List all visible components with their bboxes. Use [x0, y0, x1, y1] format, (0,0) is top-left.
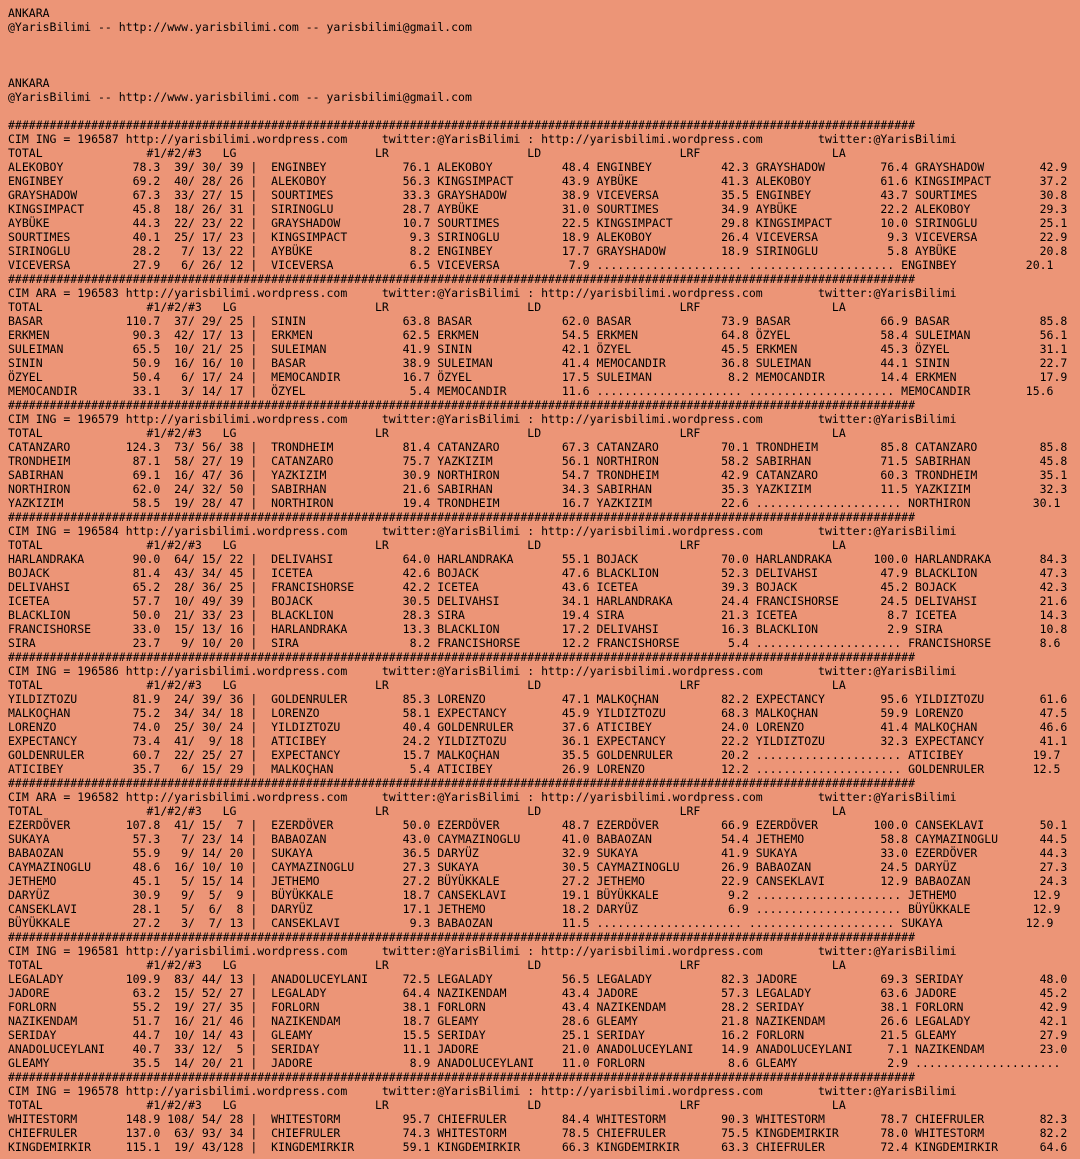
race-header-line: CIM ING = 196586 http://yarisbilimi.wordpress.com twitter:@YarisBilimi : http://yarisbilimi.wordpress.com twitter:@YarisBilimi: [8, 664, 957, 678]
table-row: HARLANDRAKA 90.0 64/ 15/ 22 | DELIVAHSI 64.0 HARLANDRAKA 55.1 BOJACK 70.0 HARLANDRAKA 100.0 HARLANDRAKA 84.3: [8, 552, 1068, 566]
table-row: BLACKLION 50.0 21/ 33/ 23 | BLACKLION 28.3 SIRA 19.4 SIRA 21.3 ICETEA 8.7 ICETEA 14.3: [8, 608, 1068, 622]
table-row: JADORE 63.2 15/ 52/ 27 | LEGALADY 64.4 NAZIKENDAM 43.4 JADORE 57.3 LEGALADY 63.6 JADORE 45.2: [8, 986, 1068, 1000]
table-row: JETHEMO 45.1 5/ 15/ 14 | JETHEMO 27.2 BÜYÜKKALE 27.2 JETHEMO 22.9 CANSEKLAVI 12.9 BABAOZAN 24.3: [8, 874, 1068, 888]
table-row: BÜYÜKKALE 27.2 3/ 7/ 13 | CANSEKLAVI 9.3 BABAOZAN 11.5 ..................... ..................... SUKAYA 12.9: [8, 916, 1054, 930]
race-header-line: CIM ING = 196587 http://yarisbilimi.wordpress.com twitter:@YarisBilimi : http://yarisbilimi.wordpress.com twitter:@YarisBilimi: [8, 132, 957, 146]
race-header-line: CIM ARA = 196583 http://yarisbilimi.wordpress.com twitter:@YarisBilimi : http://yarisbilimi.wordpress.com twitter:@YarisBilimi: [8, 286, 957, 300]
column-header-line: TOTAL #1/#2/#3 LG LR LD LRF LA: [8, 1098, 846, 1112]
table-row: GOLDENRULER 60.7 22/ 25/ 27 | EXPECTANCY 15.7 MALKOÇHAN 35.5 GOLDENRULER 20.2 ..................... ATICIBEY 19.7: [8, 748, 1061, 762]
table-row: ICETEA 57.7 10/ 49/ 39 | BOJACK 30.5 DELIVAHSI 34.1 HARLANDRAKA 24.4 FRANCISHORSE 24.5 DELIVAHSI 21.6: [8, 594, 1068, 608]
table-row: SIRA 23.7 9/ 10/ 20 | SIRA 8.2 FRANCISHORSE 12.2 FRANCISHORSE 5.4 ..................... FRANCISHORSE 8.6: [8, 636, 1061, 650]
table-row: KINGSIMPACT 45.8 18/ 26/ 31 | SIRINOGLU 28.7 AYBÜKE 31.0 SOURTIMES 34.9 AYBÜKE 22.2 ALEKOBOY 29.3: [8, 202, 1068, 216]
city-title: ANKARA: [8, 6, 50, 20]
table-row: GLEAMY 35.5 14/ 20/ 21 | JADORE 8.9 ANADOLUCEYLANI 11.0 FORLORN 8.6 GLEAMY 2.9 .....................: [8, 1056, 1061, 1070]
table-row: GRAYSHADOW 67.3 33/ 27/ 15 | SOURTIMES 33.3 GRAYSHADOW 38.9 VICEVERSA 35.5 ENGINBEY 43.7 SOURTIMES 30.8: [8, 188, 1068, 202]
table-row: SOURTIMES 40.1 25/ 17/ 23 | KINGSIMPACT 9.3 SIRINOGLU 18.9 ALEKOBOY 26.4 VICEVERSA 9.3 VICEVERSA 22.9: [8, 230, 1068, 244]
contact-line: @YarisBilimi -- http://www.yarisbilimi.com -- yarisbilimi@gmail.com: [8, 90, 472, 104]
table-row: LORENZO 74.0 25/ 30/ 24 | YILDIZTOZU 40.4 GOLDENRULER 37.6 ATICIBEY 24.0 LORENZO 41.4 MALKOÇHAN 46.6: [8, 720, 1068, 734]
table-row: ENGINBEY 69.2 40/ 28/ 26 | ALEKOBOY 56.3 KINGSIMPACT 43.9 AYBÜKE 41.3 ALEKOBOY 61.6 KINGSIMPACT 37.2: [8, 174, 1068, 188]
table-row: CANSEKLAVI 28.1 5/ 6/ 8 | DARYÜZ 17.1 JETHEMO 18.2 DARYÜZ 6.9 ..................... BÜYÜKKALE 12.9: [8, 902, 1061, 916]
column-header-line: TOTAL #1/#2/#3 LG LR LD LRF LA: [8, 146, 846, 160]
column-header-line: TOTAL #1/#2/#3 LG LR LD LRF LA: [8, 538, 846, 552]
table-row: NORTHIRON 62.0 24/ 32/ 50 | SABIRHAN 21.6 SABIRHAN 34.3 SABIRHAN 35.3 YAZKIZIM 11.5 YAZKIZIM 32.3: [8, 482, 1068, 496]
table-row: BABAOZAN 55.9 9/ 14/ 20 | SUKAYA 36.5 DARYÜZ 32.9 SUKAYA 41.9 SUKAYA 33.0 EZERDÖVER 44.3: [8, 846, 1068, 860]
separator-line: ###################################################################################################################################: [8, 398, 915, 412]
blank-line: [8, 62, 1080, 76]
city-title: ANKARA: [8, 76, 50, 90]
separator-line: ###################################################################################################################################: [8, 776, 915, 790]
table-row: YILDIZTOZU 81.9 24/ 39/ 36 | GOLDENRULER 85.3 LORENZO 47.1 MALKOÇHAN 82.2 EXPECTANCY 95.6 YILDIZTOZU 61.6: [8, 692, 1068, 706]
column-header-line: TOTAL #1/#2/#3 LG LR LD LRF LA: [8, 426, 846, 440]
table-row: MEMOCANDIR 33.1 3/ 14/ 17 | ÖZYEL 5.4 MEMOCANDIR 11.6 ..................... ..................... MEMOCANDIR 15.6: [8, 384, 1054, 398]
column-header-line: TOTAL #1/#2/#3 LG LR LD LRF LA: [8, 804, 846, 818]
table-row: TRONDHEIM 87.1 58/ 27/ 19 | CATANZARO 75.7 YAZKIZIM 56.1 NORTHIRON 58.2 SABIRHAN 71.5 SABIRHAN 45.8: [8, 454, 1068, 468]
table-row: CAYMAZINOGLU 48.6 16/ 10/ 10 | CAYMAZINOGLU 27.3 SUKAYA 30.5 CAYMAZINOGLU 26.9 BABAOZAN 24.5 DARYÜZ 27.3: [8, 860, 1068, 874]
table-row: VICEVERSA 27.9 6/ 26/ 12 | VICEVERSA 6.5 VICEVERSA 7.9 ..................... ..................... ENGINBEY 20.1: [8, 258, 1054, 272]
race-header-line: CIM ING = 196584 http://yarisbilimi.wordpress.com twitter:@YarisBilimi : http://yarisbilimi.wordpress.com twitter:@YarisBilimi: [8, 524, 957, 538]
race-header-line: CIM ING = 196581 http://yarisbilimi.wordpress.com twitter:@YarisBilimi : http://yarisbilimi.wordpress.com twitter:@YarisBilimi: [8, 944, 957, 958]
table-row: YAZKIZIM 58.5 19/ 28/ 47 | NORTHIRON 19.4 TRONDHEIM 16.7 YAZKIZIM 22.6 ..................... NORTHIRON 30.1: [8, 496, 1061, 510]
table-row: ERKMEN 90.3 42/ 17/ 13 | ERKMEN 62.5 ERKMEN 54.5 ERKMEN 64.8 ÖZYEL 58.4 SULEIMAN 56.1: [8, 328, 1068, 342]
table-row: SERIDAY 44.7 10/ 14/ 43 | GLEAMY 15.5 SERIDAY 25.1 SERIDAY 16.2 FORLORN 21.5 GLEAMY 27.9: [8, 1028, 1068, 1042]
table-row: EZERDÖVER 107.8 41/ 15/ 7 | EZERDÖVER 50.0 EZERDÖVER 48.7 EZERDÖVER 66.9 EZERDÖVER 100.0 CANSEKLAVI 50.1: [8, 818, 1068, 832]
table-row: SININ 50.9 16/ 16/ 10 | BASAR 38.9 SULEIMAN 41.4 MEMOCANDIR 36.8 SULEIMAN 44.1 SININ 22.7: [8, 356, 1068, 370]
blank-line: [8, 48, 1080, 62]
table-row: EXPECTANCY 73.4 41/ 9/ 18 | ATICIBEY 24.2 YILDIZTOZU 36.1 EXPECTANCY 22.2 YILDIZTOZU 32.3 EXPECTANCY 41.1: [8, 734, 1068, 748]
table-row: CHIEFRULER 137.0 63/ 93/ 34 | CHIEFRULER 74.3 WHITESTORM 78.5 CHIEFRULER 75.5 KINGDEMIRKIR 78.0 WHITESTORM 82.2: [8, 1126, 1068, 1140]
table-row: LEGALADY 109.9 83/ 44/ 13 | ANADOLUCEYLANI 72.5 LEGALADY 56.5 LEGALADY 82.3 JADORE 69.3 SERIDAY 48.0: [8, 972, 1068, 986]
table-row: CATANZARO 124.3 73/ 56/ 38 | TRONDHEIM 81.4 CATANZARO 67.3 CATANZARO 70.1 TRONDHEIM 85.8 CATANZARO 85.8: [8, 440, 1068, 454]
table-row: ATICIBEY 35.7 6/ 15/ 29 | MALKOÇHAN 5.4 ATICIBEY 26.9 LORENZO 12.2 ..................... GOLDENRULER 12.5: [8, 762, 1061, 776]
separator-line: ###################################################################################################################################: [8, 1070, 915, 1084]
table-row: AYBÜKE 44.3 22/ 23/ 22 | GRAYSHADOW 10.7 SOURTIMES 22.5 KINGSIMPACT 29.8 KINGSIMPACT 10.0 SIRINOGLU 25.1: [8, 216, 1068, 230]
separator-line: ###################################################################################################################################: [8, 272, 915, 286]
table-row: BOJACK 81.4 43/ 34/ 45 | ICETEA 42.6 BOJACK 47.6 BLACKLION 52.3 DELIVAHSI 47.9 BLACKLION 47.3: [8, 566, 1068, 580]
table-row: NAZIKENDAM 51.7 16/ 21/ 46 | NAZIKENDAM 18.7 GLEAMY 28.6 GLEAMY 21.8 NAZIKENDAM 26.6 LEGALADY 42.1: [8, 1014, 1068, 1028]
table-row: SIRINOGLU 28.2 7/ 13/ 22 | AYBÜKE 8.2 ENGINBEY 17.7 GRAYSHADOW 18.9 SIRINOGLU 5.8 AYBÜKE 20.8: [8, 244, 1068, 258]
table-row: DARYÜZ 30.9 9/ 5/ 9 | BÜYÜKKALE 18.7 CANSEKLAVI 19.1 BÜYÜKKALE 9.2 ..................... JETHEMO 12.9: [8, 888, 1061, 902]
table-row: KINGDEMIRKIR 115.1 19/ 43/128 | KINGDEMIRKIR 59.1 KINGDEMIRKIR 66.3 KINGDEMIRKIR 63.3 CHIEFRULER 72.4 KINGDEMIRKIR 64.6: [8, 1140, 1068, 1154]
column-header-line: TOTAL #1/#2/#3 LG LR LD LRF LA: [8, 678, 846, 692]
separator-line: ###################################################################################################################################: [8, 650, 915, 664]
table-row: BASAR 110.7 37/ 29/ 25 | SININ 63.8 BASAR 62.0 BASAR 73.9 BASAR 66.9 BASAR 85.8: [8, 314, 1068, 328]
table-row: FRANCISHORSE 33.0 15/ 13/ 16 | HARLANDRAKA 13.3 BLACKLION 17.2 DELIVAHSI 16.3 BLACKLION 2.9 SIRA 10.8: [8, 622, 1068, 636]
blank-line: [8, 104, 1080, 118]
column-header-line: TOTAL #1/#2/#3 LG LR LD LRF LA: [8, 958, 846, 972]
table-row: WHITESTORM 148.9 108/ 54/ 28 | WHITESTORM 95.7 CHIEFRULER 84.4 WHITESTORM 90.3 WHITESTORM 78.7 CHIEFRULER 82.3: [8, 1112, 1068, 1126]
blank-line: [8, 34, 1080, 48]
separator-line: ###################################################################################################################################: [8, 930, 915, 944]
contact-line: @YarisBilimi -- http://www.yarisbilimi.com -- yarisbilimi@gmail.com: [8, 20, 472, 34]
table-row: SABIRHAN 69.1 16/ 47/ 36 | YAZKIZIM 30.9 NORTHIRON 54.7 TRONDHEIM 42.9 CATANZARO 60.3 TRONDHEIM 35.1: [8, 468, 1068, 482]
table-row: MALKOÇHAN 75.2 34/ 34/ 18 | LORENZO 58.1 EXPECTANCY 45.9 YILDIZTOZU 68.3 MALKOÇHAN 59.9 LORENZO 47.5: [8, 706, 1068, 720]
separator-line: ###################################################################################################################################: [8, 118, 915, 132]
table-row: ANADOLUCEYLANI 40.7 33/ 12/ 5 | SERIDAY 11.1 JADORE 21.0 ANADOLUCEYLANI 14.9 ANADOLUCEYLANI 7.1 NAZIKENDAM 23.0: [8, 1042, 1068, 1056]
race-header-line: CIM ARA = 196582 http://yarisbilimi.wordpress.com twitter:@YarisBilimi : http://yarisbilimi.wordpress.com twitter:@YarisBilimi: [8, 790, 957, 804]
column-header-line: TOTAL #1/#2/#3 LG LR LD LRF LA: [8, 300, 846, 314]
table-row: ÖZYEL 50.4 6/ 17/ 24 | MEMOCANDIR 16.7 ÖZYEL 17.5 SULEIMAN 8.2 MEMOCANDIR 14.4 ERKMEN 17.9: [8, 370, 1068, 384]
table-row: ALEKOBOY 78.3 39/ 30/ 39 | ENGINBEY 76.1 ALEKOBOY 48.4 ENGINBEY 42.3 GRAYSHADOW 76.4 GRAYSHADOW 42.9: [8, 160, 1068, 174]
separator-line: ###################################################################################################################################: [8, 510, 915, 524]
table-row: FORLORN 55.2 19/ 27/ 35 | FORLORN 38.1 FORLORN 43.4 NAZIKENDAM 28.2 SERIDAY 38.1 FORLORN 42.9: [8, 1000, 1068, 1014]
table-row: SUKAYA 57.3 7/ 23/ 14 | BABAOZAN 43.0 CAYMAZINOGLU 41.0 BABAOZAN 54.4 JETHEMO 58.8 CAYMAZINOGLU 44.5: [8, 832, 1068, 846]
race-header-line: CIM ING = 196578 http://yarisbilimi.wordpress.com twitter:@YarisBilimi : http://yarisbilimi.wordpress.com twitter:@YarisBilimi: [8, 1084, 957, 1098]
race-header-line: CIM ING = 196579 http://yarisbilimi.wordpress.com twitter:@YarisBilimi : http://yarisbilimi.wordpress.com twitter:@YarisBilimi: [8, 412, 957, 426]
table-row: SULEIMAN 65.5 10/ 21/ 25 | SULEIMAN 41.9 SININ 42.1 ÖZYEL 45.5 ERKMEN 45.3 ÖZYEL 31.1: [8, 342, 1068, 356]
table-row: DELIVAHSI 65.2 28/ 36/ 25 | FRANCISHORSE 42.2 ICETEA 43.6 ICETEA 39.3 BOJACK 45.2 BOJACK 42.3: [8, 580, 1068, 594]
